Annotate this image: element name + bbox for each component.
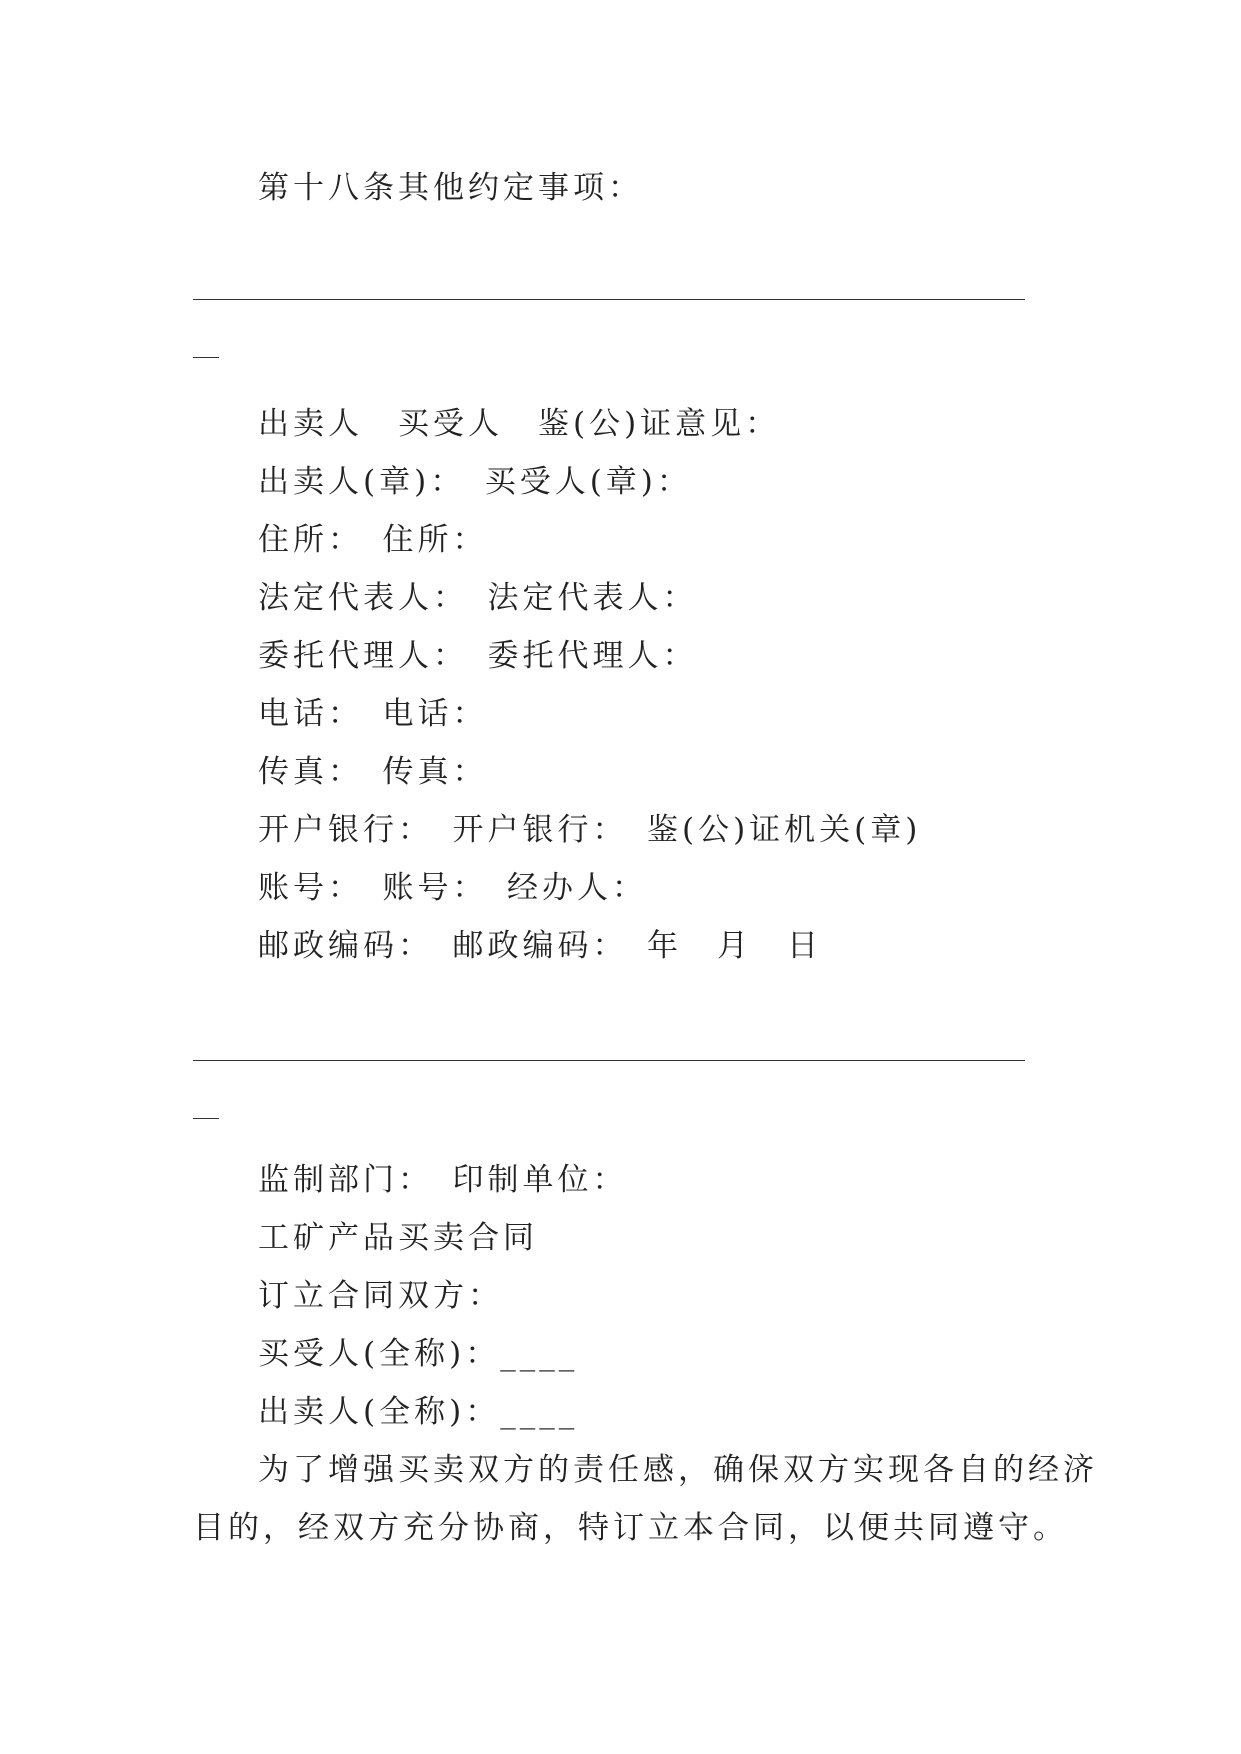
contract-title: 工矿产品买卖合同 [258, 1220, 538, 1256]
fill-in-line [193, 299, 1025, 300]
signature-line: 委托代理人： 委托代理人： [258, 638, 698, 674]
fill-in-line-continuation [193, 357, 219, 358]
supervision-line: 监制部门： 印制单位： [258, 1162, 628, 1198]
fill-in-line-continuation [193, 1118, 219, 1119]
fill-in-line [193, 1060, 1025, 1061]
signature-line: 出卖人(章)： 买受人(章)： [258, 464, 692, 500]
seller-blank: ____ [500, 1394, 579, 1430]
signature-line: 法定代表人： 法定代表人： [258, 580, 698, 616]
signature-header: 出卖人 买受人 鉴(公)证意见： [258, 406, 781, 442]
buyer-line [258, 1334, 578, 1374]
signature-line: 电话： 电话： [258, 696, 488, 732]
signature-line: 账号： 账号： 经办人： [258, 870, 647, 906]
article-18-heading: 第十八条其他约定事项： [258, 170, 643, 206]
signature-line: 开户银行： 开户银行： 鉴(公)证机关(章) [258, 812, 922, 848]
intro-paragraph-line-2: 目的，经双方充分协商，特订立本合同，以便共同遵守。 [193, 1510, 1068, 1546]
signature-line: 住所： 住所： [258, 522, 488, 558]
buyer-blank: ____ [500, 1336, 579, 1372]
intro-paragraph-line-1: 为了增强买卖双方的责任感，确保双方实现各自的经济 [258, 1452, 1098, 1488]
buyer-label: 买受人(全称)： [258, 1336, 501, 1372]
signature-line: 邮政编码： 邮政编码： 年 月 日 [258, 928, 822, 964]
seller-label: 出卖人(全称)： [258, 1394, 501, 1430]
seller-line [258, 1392, 578, 1432]
parties-label: 订立合同双方： [258, 1278, 503, 1314]
signature-line: 传真： 传真： [258, 754, 488, 790]
